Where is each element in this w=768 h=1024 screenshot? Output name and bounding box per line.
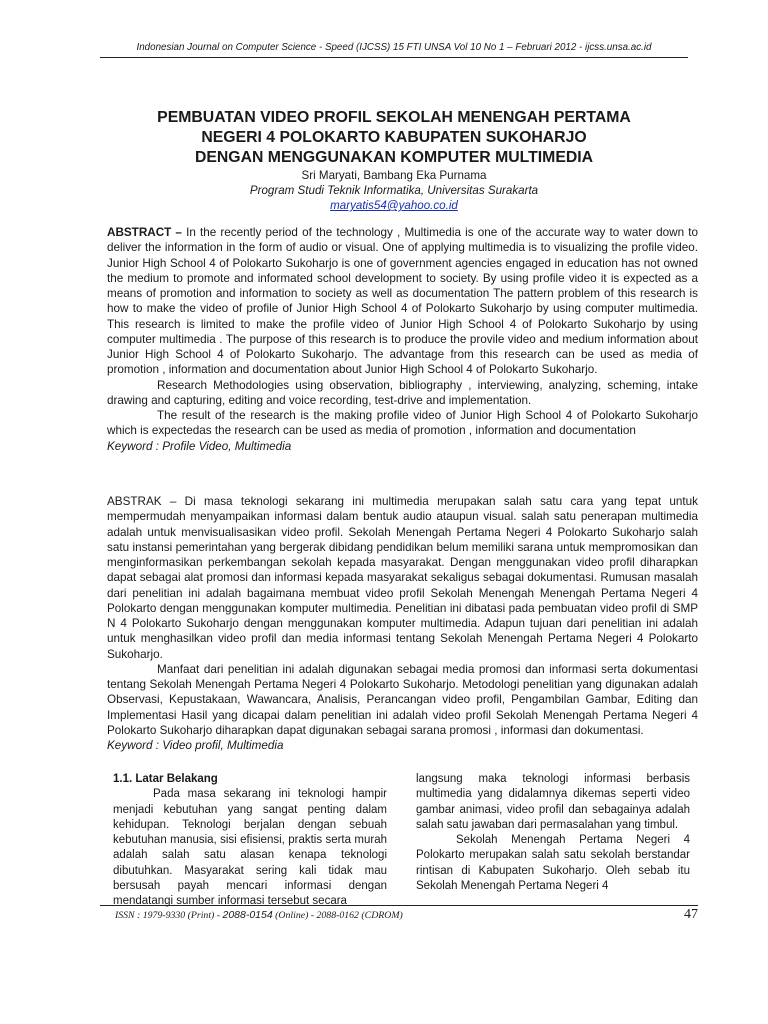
- abstract-paragraph-1: [107, 225, 698, 378]
- running-header: Indonesian Journal on Computer Science - Speed (IJCSS) 15 FTI UNSA Vol 10 No 1 – Februari 2012 - ijcss.unsa.ac.id: [136, 42, 652, 53]
- abstract-label: ABSTRACT –: [107, 226, 182, 239]
- footer-divider: [100, 905, 698, 906]
- issn-print: ISSN : 1979-9330 (Print) -: [115, 910, 223, 921]
- body-paragraph: Pada masa sekarang ini teknologi hampir menjadi kebutuhan yang sangat penting dalam kehidupan. Teknologi berjalan dengan sebuah kebutuhan manusia, sisi efisiensi, praktis serta murah adalah salah satu alasan kenapa teknologi dibutuhkan. Masyarakat sering kali tidak mau bersusah payah mencari informasi dengan mendatangi sumber informasi tersebut secara: [113, 788, 387, 908]
- author-names: Sri Maryati, Bambang Eka Purnama: [301, 169, 487, 182]
- footer-issn: [115, 909, 698, 921]
- header-divider: [100, 57, 688, 58]
- title-line-1: PEMBUATAN VIDEO PROFIL SEKOLAH MENENGAH PERTAMA: [157, 109, 631, 126]
- abstrak-paragraph-1: ABSTRAK – Di masa teknologi sekarang ini multimedia merupakan salah satu cara yang tepat untuk mempermudah menyampaikan informasi dalam bentuk audio ataupun visual. salah satu penerapan multimedia adalah untuk menvisualisasikan video profil. Sekolah Menengah Pertama Negeri 4 Polokarto Sukoharjo salah satu instansi pemerintahan yang bergerak dibidang pendidikan belum memiliki sarana untuk mempromosikan dan menginformasikan perkembangan sekolah kepada masyarakat. Dengan menggunakan video profil diharapkan dapat sebagai alat promosi dan informasi kepada masyarakat sekaligus sebagai dokumentasi. Rumusan masalah dari penelitian ini adalah bagaimana membuat video profil Sekolah Menengah Menengah Pertama Negeri 4 Polokarto dengan menggunakan komputer multimedia. Penelitian ini dibatasi pada pembuatan video profil di SMP N 4 Polokarto Sukoharjo dengan menggunakan komputer multimedia. Adapun tujuan dari penelitian ini adalah untuk menghasilkan video profil dan media informasi tentang Sekolah Menengah Pertama Negeri 4 Polokarto Sukoharjo.: [107, 495, 698, 661]
- abstract-english: [107, 225, 698, 454]
- issn-online: 2088-0154: [222, 909, 273, 921]
- abstract-paragraph-3: The result of the research is the making profile video of Junior High School 4 of Polokarto Sukoharjo which is expectedas the research can be used as media of promotion , information and documentation: [107, 409, 698, 438]
- section-heading: 1.1. Latar Belakang: [113, 773, 218, 785]
- abstract-body-1: In the recently period of the technology , Multimedia is one of the accurate way to water down to deliver the information in the form of audio or visual. One of applying multimedia is to visualizing the profile video. Junior High School 4 of Polokarto Sukoharjo is one of government agencies engaged in education has not owned the medium to promote and informated school development to society. By using profile video it is expected as a means of promotion and information to society as well as documentation The pattern problem of this research is how to make the video of profile of Junior High School 4 of Polokarto Sukoharjo by using computer multimedia. This research is limited to make the profile video of Junior High School 4 of Polokarto Sukoharjo by using computer multimedia . The purpose of this research is to produce the provile video and medium information about Junior High School 4 of Polokarto Sukoharjo. The advantage from this research can be used as media of promotion , information and documentation about Junior High School 4 of Polokarto Sukoharjo.: [107, 226, 698, 377]
- body-column-right: [416, 772, 690, 894]
- paper-title: [100, 108, 688, 168]
- abstract-indonesian: [107, 494, 698, 753]
- title-line-2: NEGERI 4 POLOKARTO KABUPATEN SUKOHARJO: [201, 129, 587, 146]
- issn-cdrom: (Online) - 2088-0162 (CDROM): [272, 910, 403, 921]
- author-block: [100, 168, 688, 213]
- abstract-keywords: Keyword : Profile Video, Multimedia: [107, 439, 292, 453]
- abstrak-keywords: Keyword : Video profil, Multimedia: [107, 739, 284, 752]
- title-line-3: DENGAN MENGGUNAKAN KOMPUTER MULTIMEDIA: [194, 149, 594, 166]
- author-email-link[interactable]: maryatis54@yahoo.co.id: [330, 199, 458, 212]
- author-affiliation: Program Studi Teknik Informatika, Universitas Surakarta: [249, 184, 539, 197]
- body-paragraph: langsung maka teknologi informasi berbasis multimedia yang didalamnya dikemas seperti video gambar animasi, video profil dan sebagainya adalah salah satu jawaban dari permasalahan yang timbul.: [416, 773, 690, 831]
- body-column-left: [113, 772, 387, 910]
- body-paragraph: Sekolah Menengah Pertama Negeri 4 Polokarto merupakan salah satu sekolah berstandar rintisan di Kabupaten Sukoharjo. Oleh sebab itu Sekolah Menengah Pertama Negeri 4: [416, 834, 690, 893]
- abstrak-paragraph-2: Manfaat dari penelitian ini adalah digunakan sebagai media promosi dan informasi serta dokumentasi tentang Sekolah Menengah Pertama Negeri 4 Polokarto Sukoharjo. Metodologi penelitian yang digunakan adalah Observasi, Kepustakaan, Wawancara, Analisis, Perancangan video profil, Pengambilan Gambar, Editing dan Implementasi Hasil yang dicapai dalam penelitian ini adalah video profil Sekolah Menengah Pertama Negeri 4 Polokarto Sukoharjo diharapkan dapat digunakan sebagai sarana promosi , informasi dan dokumentasi.: [107, 662, 698, 737]
- page-number: 47: [684, 907, 698, 922]
- abstract-paragraph-2: Research Methodologies using observation, bibliography , interviewing, analyzing, scheming, intake drawing and capturing, editing and voice recording, test-drive and implementation.: [107, 378, 698, 407]
